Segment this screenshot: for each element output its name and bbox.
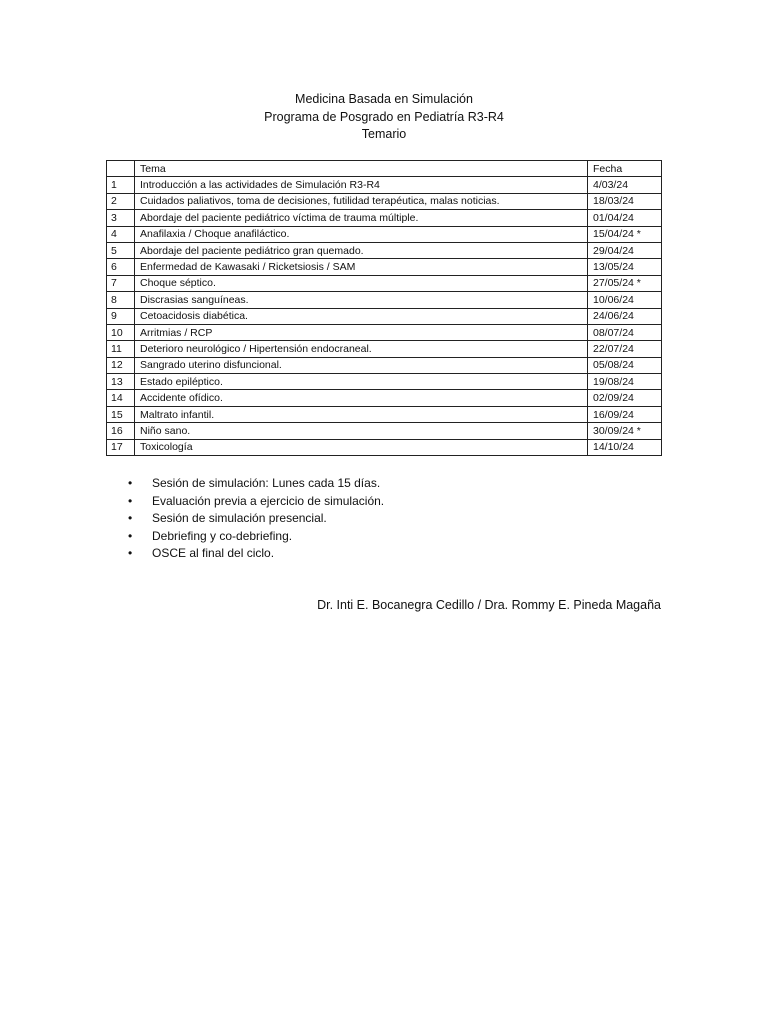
note-item bbox=[128, 475, 384, 493]
row-number: 12 bbox=[107, 357, 135, 373]
row-fecha: 24/06/24 bbox=[588, 308, 662, 324]
table-row bbox=[107, 210, 662, 226]
table-row bbox=[107, 275, 662, 291]
row-number: 14 bbox=[107, 390, 135, 406]
table-row bbox=[107, 390, 662, 406]
note-item bbox=[128, 545, 384, 563]
table-row bbox=[107, 308, 662, 324]
row-number: 4 bbox=[107, 226, 135, 242]
bullet-icon: • bbox=[128, 511, 133, 525]
table-row bbox=[107, 292, 662, 308]
header-fecha: Fecha bbox=[588, 161, 662, 177]
notes-list bbox=[128, 475, 384, 563]
row-tema: Estado epiléptico. bbox=[135, 374, 588, 390]
bullet-icon: • bbox=[128, 476, 133, 490]
row-number: 10 bbox=[107, 324, 135, 340]
table-row bbox=[107, 226, 662, 242]
row-number: 13 bbox=[107, 374, 135, 390]
note-text: Sesión de simulación presencial. bbox=[152, 511, 327, 525]
row-number: 2 bbox=[107, 193, 135, 209]
row-fecha: 18/03/24 bbox=[588, 193, 662, 209]
row-fecha: 30/09/24 * bbox=[588, 423, 662, 439]
temario-table bbox=[106, 160, 662, 456]
bullet-icon: • bbox=[128, 493, 133, 508]
table-row bbox=[107, 242, 662, 258]
table-row bbox=[107, 193, 662, 209]
header-title: Medicina Basada en Simulación bbox=[295, 92, 473, 106]
row-number: 9 bbox=[107, 308, 135, 324]
row-number: 16 bbox=[107, 423, 135, 439]
row-number: 1 bbox=[107, 177, 135, 193]
bullet-icon: • bbox=[128, 546, 133, 560]
row-tema: Maltrato infantil. bbox=[135, 406, 588, 422]
row-tema: Sangrado uterino disfuncional. bbox=[135, 357, 588, 373]
note-text: OSCE al final del ciclo. bbox=[152, 546, 275, 560]
row-fecha: 14/10/24 bbox=[588, 439, 662, 455]
row-tema: Arritmias / RCP bbox=[135, 324, 588, 340]
row-number: 3 bbox=[107, 210, 135, 226]
row-tema: Cuidados paliativos, toma de decisiones, futilidad terapéutica, malas noticias. bbox=[135, 193, 588, 209]
row-tema: Abordaje del paciente pediátrico gran quemado. bbox=[135, 242, 588, 258]
row-number: 11 bbox=[107, 341, 135, 357]
note-text: Debriefing y co-debriefing. bbox=[152, 528, 293, 543]
row-fecha: 01/04/24 bbox=[588, 210, 662, 226]
row-number: 6 bbox=[107, 259, 135, 275]
row-tema: Discrasias sanguíneas. bbox=[135, 292, 588, 308]
row-tema: Enfermedad de Kawasaki / Ricketsiosis / SAM bbox=[135, 259, 588, 275]
document-header bbox=[0, 91, 768, 144]
table-row bbox=[107, 406, 662, 422]
header-program: Programa de Posgrado en Pediatría R3-R4 bbox=[264, 109, 504, 124]
row-number: 17 bbox=[107, 439, 135, 455]
row-tema: Deterioro neurológico / Hipertensión endocraneal. bbox=[135, 341, 588, 357]
row-tema: Niño sano. bbox=[135, 423, 588, 439]
row-tema: Anafilaxia / Choque anafiláctico. bbox=[135, 226, 588, 242]
header-num bbox=[107, 161, 135, 177]
row-tema: Abordaje del paciente pediátrico víctima de trauma múltiple. bbox=[135, 210, 588, 226]
row-fecha: 05/08/24 bbox=[588, 357, 662, 373]
table-row bbox=[107, 374, 662, 390]
table-header-row bbox=[107, 161, 662, 177]
row-fecha: 19/08/24 bbox=[588, 374, 662, 390]
row-fecha: 02/09/24 bbox=[588, 390, 662, 406]
table-row bbox=[107, 423, 662, 439]
table-row bbox=[107, 341, 662, 357]
row-number: 8 bbox=[107, 292, 135, 308]
header-tema: Tema bbox=[135, 161, 588, 177]
table-row bbox=[107, 439, 662, 455]
note-text: Sesión de simulación: Lunes cada 15 días. bbox=[152, 476, 381, 490]
row-fecha: 15/04/24 * bbox=[588, 226, 662, 242]
table-row bbox=[107, 357, 662, 373]
signature: Dr. Inti E. Bocanegra Cedillo / Dra. Rommy E. Pineda Magaña bbox=[317, 598, 661, 612]
row-tema: Cetoacidosis diabética. bbox=[135, 308, 588, 324]
row-fecha: 16/09/24 bbox=[588, 406, 662, 422]
row-fecha: 22/07/24 bbox=[588, 341, 662, 357]
note-item bbox=[128, 493, 384, 511]
row-fecha: 4/03/24 bbox=[588, 177, 662, 193]
row-tema: Toxicología bbox=[135, 439, 588, 455]
row-fecha: 27/05/24 * bbox=[588, 275, 662, 291]
row-fecha: 10/06/24 bbox=[588, 292, 662, 308]
row-fecha: 13/05/24 bbox=[588, 259, 662, 275]
row-number: 7 bbox=[107, 275, 135, 291]
row-tema: Choque séptico. bbox=[135, 275, 588, 291]
row-fecha: 29/04/24 bbox=[588, 242, 662, 258]
note-item bbox=[128, 528, 384, 546]
row-fecha: 08/07/24 bbox=[588, 324, 662, 340]
bullet-icon: • bbox=[128, 528, 133, 543]
table-body bbox=[107, 177, 662, 456]
table-row bbox=[107, 177, 662, 193]
note-item bbox=[128, 510, 384, 528]
note-text: Evaluación previa a ejercicio de simulación. bbox=[152, 493, 385, 508]
table-row bbox=[107, 259, 662, 275]
row-number: 15 bbox=[107, 406, 135, 422]
table-row bbox=[107, 324, 662, 340]
row-number: 5 bbox=[107, 242, 135, 258]
row-tema: Introducción a las actividades de Simulación R3-R4 bbox=[135, 177, 588, 193]
row-tema: Accidente ofídico. bbox=[135, 390, 588, 406]
header-subtitle: Temario bbox=[361, 127, 407, 141]
